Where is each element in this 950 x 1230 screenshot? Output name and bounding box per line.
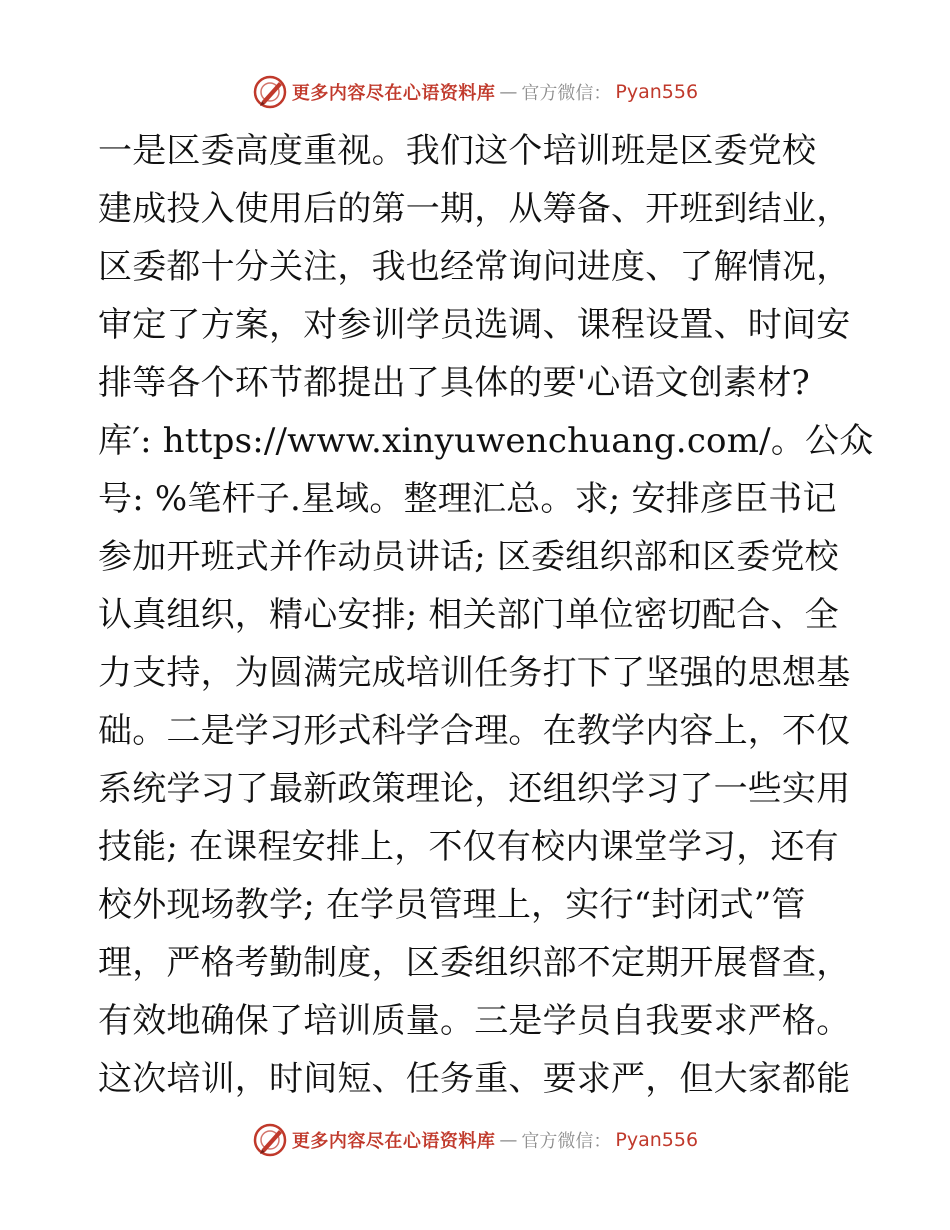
header-wechat-label: 官方微信： xyxy=(521,83,612,104)
header-banner-text: 更多内容尽在心语资料库 xyxy=(291,83,496,104)
body-line: 技能; 在课程安排上，不仅有校内课堂学习，还有 xyxy=(98,827,839,867)
body-line: 一是区委高度重视。我们这个培训班是区委党校 xyxy=(98,131,817,171)
document-body xyxy=(98,122,874,1108)
body-line: 有效地确保了培训质量。三是学员自我要求严格。 xyxy=(98,1001,851,1041)
header-banner-content xyxy=(252,74,698,110)
body-line: 认真组织，精心安排; 相关部门单位密切配合、全 xyxy=(98,595,839,635)
footer-banner-separator: — xyxy=(499,1129,518,1151)
body-line: 区委都十分关注，我也经常询问进度、了解情况， xyxy=(98,247,851,287)
body-line: 参加开班式并作动员讲话; 区委组织部和区委党校 xyxy=(98,537,839,577)
body-line: 理，严格考勤制度，区委组织部不定期开展督查， xyxy=(98,943,851,983)
body-line: 力支持，为圆满完成培训任务打下了坚强的思想基 xyxy=(98,653,851,693)
footer-banner xyxy=(0,1118,950,1162)
body-line: 审定了方案，对参训学员选调、课程设置、时间安 xyxy=(98,305,851,345)
body-line: 这次培训，时间短、任务重、要求严，但大家都能 xyxy=(98,1059,851,1099)
header-wechat-id: Pyan556 xyxy=(615,81,699,103)
footer-banner-content xyxy=(252,1122,698,1158)
body-line: 校外现场教学; 在学员管理上，实行“封闭式”管 xyxy=(98,885,806,925)
footer-wechat-id: Pyan556 xyxy=(615,1129,699,1151)
body-line: 库′: https://www.xinyuwenchuang.com/。公众 xyxy=(98,421,874,461)
footer-wechat-label: 官方微信： xyxy=(521,1131,612,1152)
body-line: 础。二是学习形式科学合理。在教学内容上，不仅 xyxy=(98,711,851,751)
body-line: 排等各个环节都提出了具体的要'心语文创素材? xyxy=(98,363,810,403)
header-banner-separator: — xyxy=(499,81,518,103)
header-banner xyxy=(0,70,950,114)
footer-banner-text: 更多内容尽在心语资料库 xyxy=(291,1131,496,1152)
pen-logo-icon xyxy=(252,74,288,110)
body-line: 建成投入使用后的第一期，从筹备、开班到结业， xyxy=(98,189,851,229)
pen-logo-icon xyxy=(252,1122,288,1158)
body-line: 号: %笔杆子.星域。整理汇总。求; 安排彦臣书记 xyxy=(98,479,837,519)
body-line: 系统学习了最新政策理论，还组织学习了一些实用 xyxy=(98,769,851,809)
